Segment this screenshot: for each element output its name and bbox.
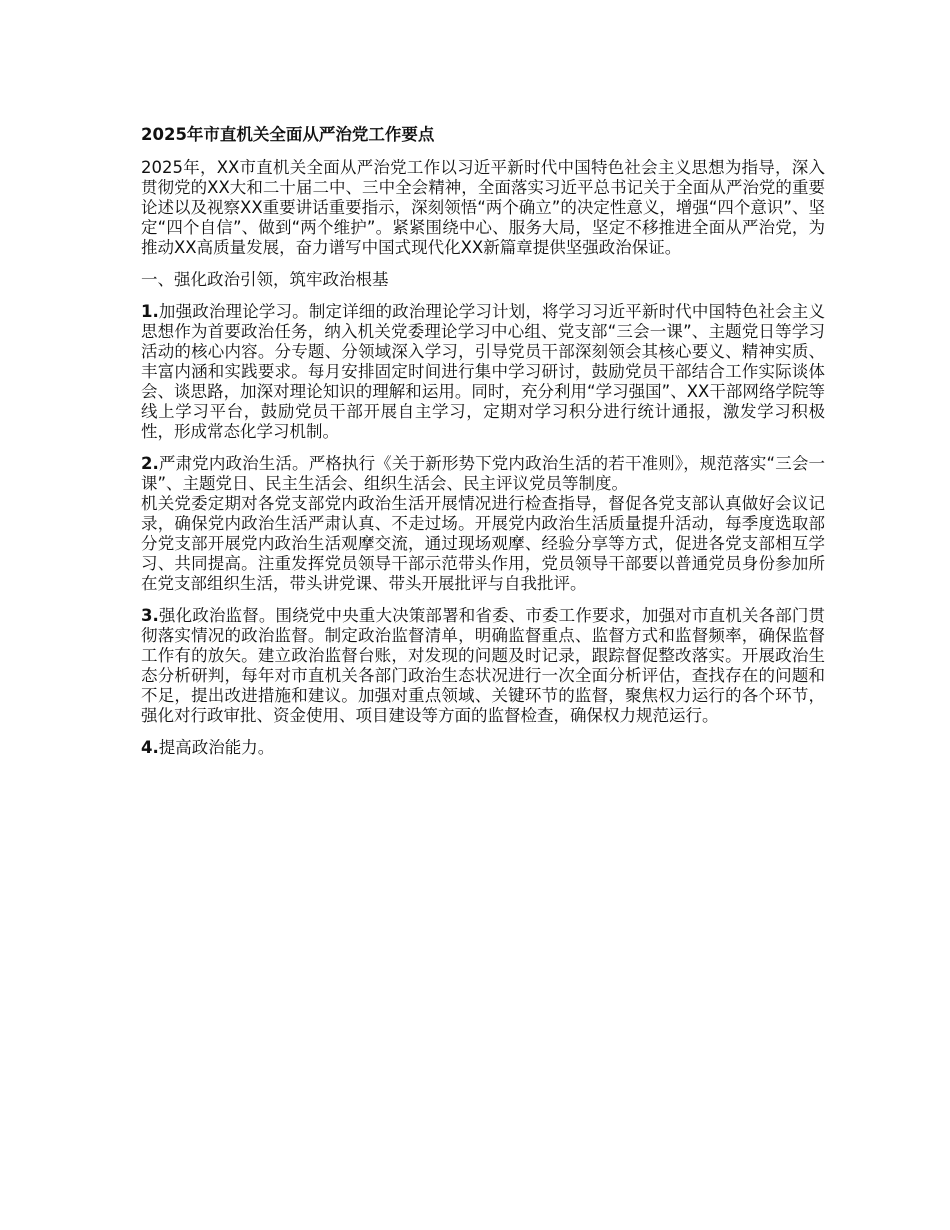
item-4-text: 提高政治能力。 — [158, 738, 275, 757]
item-4-number: 4. — [141, 738, 159, 757]
item-1-number: 1. — [141, 302, 159, 321]
item-1-paragraph — [141, 302, 825, 442]
item-2-text-part2: 机关党委定期对各党支部党内政治生活开展情况进行检查指导，督促各党支部认真做好会议记录，确保党内政治生活严肃认真、不走过场。开展党内政治生活质量提升活动，每季度选取部分党支部开展党内政治生活观摩交流，通过现场观摩、经验分享等方式，促进各党支部相互学习、共同提高。注重发挥党员领导干部示范带头作用，党员领导干部要以普通党员身份参加所在党支部组织生活，带头讲党课、带头开展批评与自我批评。 — [141, 494, 825, 593]
item-1-text: 加强政治理论学习。制定详细的政治理论学习计划，将学习习近平新时代中国特色社会主义思想作为首要政治任务，纳入机关党委理论学习中心组、党支部“三会一课”、主题党日等学习活动的核心内容。分专题、分领域深入学习，引导党员干部深刻领会其核心要义、精神实质、丰富内涵和实践要求。每月安排固定时间进行集中学习研讨，鼓励党员干部结合工作实际谈体会、谈思路，加深对理论知识的理解和运用。同时，充分利用“学习强国”、XX干部网络学院等线上学习平台，鼓励党员干部开展自主学习，定期对学习积分进行统计通报，激发学习积极性，形成常态化学习机制。 — [141, 302, 825, 441]
intro-paragraph: 2025年，XX市直机关全面从严治党工作以习近平新时代中国特色社会主义思想为指导，深入贯彻党的XX大和二十届二中、三中全会精神，全面落实习近平总书记关于全面从严治党的重要论述以及视察XX重要讲话重要指示，深刻领悟“两个确立”的决定性意义，增强“四个意识”、坚定“四个自信”、做到“两个维护”。紧紧围绕中心、服务大局，坚定不移推进全面从严治党，为推动XX高质量发展，奋力谱写中国式现代化XX新篇章提供坚强政治保证。 — [141, 158, 825, 257]
item-4-paragraph — [141, 738, 825, 758]
section-heading-1: 一、强化政治引领，筑牢政治根基 — [141, 270, 389, 289]
item-2-text-part1: 严肃党内政治生活。严格执行《关于新形势下党内政治生活的若干准则》，规范落实“三会一课”、主题党日、民主生活会、组织生活会、民主评议党员等制度。 — [141, 454, 825, 493]
item-3-text: 强化政治监督。围绕党中央重大决策部署和省委、市委工作要求，加强对市直机关各部门贯彻落实情况的政治监督。制定政治监督清单，明确监督重点、监督方式和监督频率，确保监督工作有的放矢。建立政治监督台账，对发现的问题及时记录，跟踪督促整改落实。开展政治生态分析研判，每年对市直机关各部门政治生态状况进行一次全面分析评估，查找存在的问题和不足，提出改进措施和建议。加强对重点领域、关键环节的监督，聚焦权力运行的各个环节，强化对行政审批、资金使用、项目建设等方面的监督检查，确保权力规范运行。 — [141, 606, 825, 725]
document-page — [141, 124, 825, 770]
item-2-paragraph — [141, 454, 825, 594]
document-title: 2025年市直机关全面从严治党工作要点 — [141, 125, 435, 144]
item-3-paragraph — [141, 606, 825, 726]
item-3-number: 3. — [141, 606, 159, 625]
item-2-number: 2. — [141, 454, 159, 473]
